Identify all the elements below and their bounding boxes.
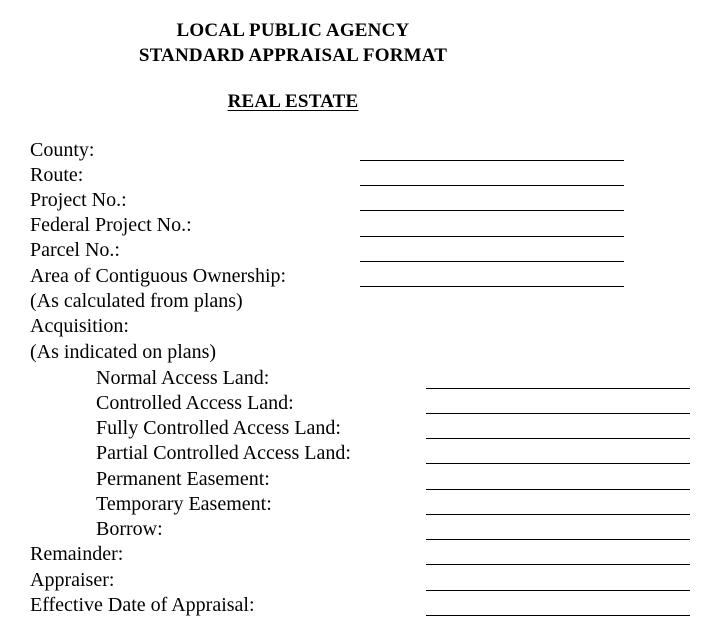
effective-date-label: Effective Date of Appraisal: [30,594,255,616]
federal-project-no-blank[interactable] [360,236,624,237]
permanent-easement-label: Permanent Easement: [96,468,270,490]
partial-controlled-access-blank[interactable] [426,463,690,464]
normal-access-label: Normal Access Land: [96,367,270,389]
remainder-blank[interactable] [426,564,690,565]
area-note: (As calculated from plans) [30,290,243,312]
area-contiguous-label: Area of Contiguous Ownership: [30,265,287,287]
project-no-blank[interactable] [360,210,624,211]
parcel-no-label: Parcel No.: [30,239,120,261]
acquisition-label: Acquisition: [30,315,129,337]
appraiser-blank[interactable] [426,590,690,591]
route-label: Route: [30,164,84,186]
effective-date-blank[interactable] [426,615,690,616]
temporary-easement-blank[interactable] [426,514,690,515]
fully-controlled-access-label: Fully Controlled Access Land: [96,417,341,439]
format-title: STANDARD APPRAISAL FORMAT [138,45,448,66]
normal-access-blank[interactable] [426,388,690,389]
appraiser-label: Appraiser: [30,569,115,591]
section-title: REAL ESTATE [227,91,359,112]
parcel-no-blank[interactable] [360,261,624,262]
acquisition-note: (As indicated on plans) [30,341,217,363]
county-label: County: [30,139,95,161]
county-blank[interactable] [360,160,624,161]
borrow-blank[interactable] [426,539,690,540]
controlled-access-label: Controlled Access Land: [96,392,294,414]
project-no-label: Project No.: [30,189,127,211]
permanent-easement-blank[interactable] [426,489,690,490]
fully-controlled-access-blank[interactable] [426,438,690,439]
remainder-label: Remainder: [30,543,124,565]
partial-controlled-access-label: Partial Controlled Access Land: [96,442,351,464]
controlled-access-blank[interactable] [426,413,690,414]
borrow-label: Borrow: [96,518,163,540]
temporary-easement-label: Temporary Easement: [96,493,272,515]
area-contiguous-blank[interactable] [360,286,624,287]
federal-project-no-label: Federal Project No.: [30,214,192,236]
route-blank[interactable] [360,185,624,186]
agency-title: LOCAL PUBLIC AGENCY [176,20,410,41]
